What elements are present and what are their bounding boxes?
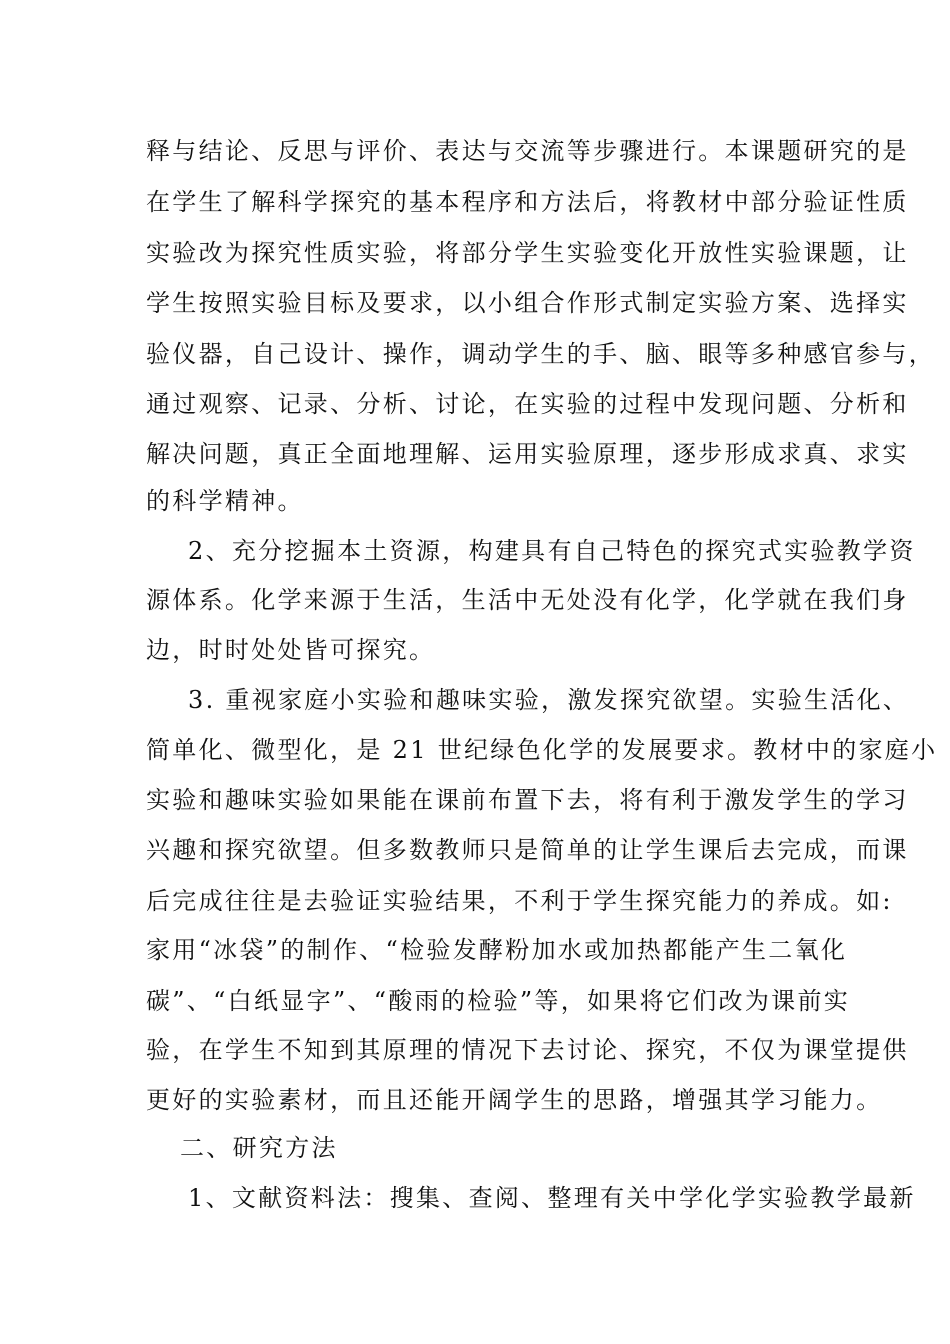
paragraph-line: 释与结论、反思与评价、表达与交流等步骤进行。本课题研究的是: [146, 137, 909, 165]
paragraph-line: 验仪器，自己设计、操作，调动学生的手、脑、眼等多种感官参与，: [146, 340, 935, 368]
paragraph-line: 后完成往往是去验证实验结果，不利于学生探究能力的养成。如:: [146, 887, 893, 915]
paragraph-line: 验，在学生不知到其原理的情况下去讨论、探究，不仅为课堂提供: [146, 1036, 909, 1064]
paragraph-line: 通过观察、记录、分析、讨论，在实验的过程中发现问题、分析和: [146, 390, 909, 418]
paragraph-line: 边，时时处处皆可探究。: [146, 636, 436, 664]
paragraph-line: 家用“冰袋”的制作、“检验发酵粉加水或加热都能产生二氧化: [146, 936, 848, 964]
section-heading: 二、研究方法: [180, 1134, 338, 1162]
paragraph-line: 在学生了解科学探究的基本程序和方法后，将教材中部分验证性质: [146, 188, 909, 216]
paragraph-line: 学生按照实验目标及要求，以小组合作形式制定实验方案、选择实: [146, 289, 909, 317]
paragraph-line: 碳”、“白纸显字”、“酸雨的检验”等，如果将它们改为课前实: [146, 987, 851, 1015]
paragraph-line: 1、文献资料法：搜集、查阅、整理有关中学化学实验教学最新: [188, 1184, 916, 1212]
paragraph-line: 实验改为探究性质实验，将部分学生实验变化开放性实验课题，让: [146, 239, 909, 267]
paragraph-line: 2、充分挖掘本土资源，构建具有自己特色的探究式实验教学资: [188, 537, 916, 565]
paragraph-line: 简单化、微型化，是 21 世纪绿色化学的发展要求。教材中的家庭小: [146, 736, 938, 764]
paragraph-line: 源体系。化学来源于生活，生活中无处没有化学，化学就在我们身: [146, 586, 909, 614]
paragraph-line: 兴趣和探究欲望。但多数教师只是简单的让学生课后去完成，而课: [146, 836, 909, 864]
paragraph-line: 解决问题，真正全面地理解、运用实验原理，逐步形成求真、求实: [146, 440, 909, 468]
paragraph-line: 3. 重视家庭小实验和趣味实验，激发探究欲望。实验生活化、: [188, 686, 910, 714]
paragraph-line: 的科学精神。: [146, 487, 304, 515]
paragraph-line: 实验和趣味实验如果能在课前布置下去，将有利于激发学生的学习: [146, 786, 909, 814]
paragraph-line: 更好的实验素材，而且还能开阔学生的思路，增强其学习能力。: [146, 1086, 883, 1114]
